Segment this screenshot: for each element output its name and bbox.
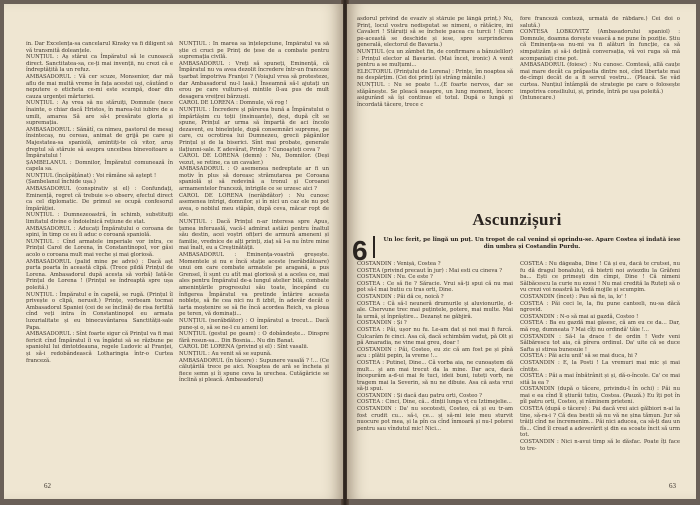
page-number-left: 62 xyxy=(44,482,51,490)
text-paragraph: NUNȚIUL : Împăratul e în capelă, se rugă. (Prințul îl privește o clipă, nerusit.) Prințe, vorbeam tocmai Ambasadorul Spaniei (cei de se înclină) de risa fertiltă cînd veți intra în Constantinopol eu armata luxurialitate și eu binecuvântarea Sanctității-sale Papa. xyxy=(26,291,173,331)
text-paragraph: COSTANDIN (încet) : Pau să fie, ia, lo' ! xyxy=(520,293,627,300)
text-paragraph: NUNȚIUL (cu un zâmbet fin, de confirmare a bănuielilor) : Prințul elector al Bavariei. (Mai încet, ironic) A venit pentru a se mulțumi... xyxy=(357,48,513,69)
text-paragraph: COSTANDIN : E, la Posti ! La vremuri mai mic și mai cîntițe. xyxy=(520,359,680,373)
text-paragraph: COSTEA : Păi aciu unil' să se mai duca, hi ? xyxy=(520,353,638,360)
text-paragraph: COSTANDIN : N-o să mai ai gazdă, Costeo ! xyxy=(520,313,639,320)
text-paragraph: NUNȚIUL (nerăbdător) : O împăratul a trecut... Dacă pune-și o, să se ne-l cu ameni lor. xyxy=(179,317,329,331)
text-paragraph: NUNȚIUL (încăpățânat) : Voi rămâne să aștept ! xyxy=(26,172,157,179)
right-top-column-1 xyxy=(357,16,513,176)
text-paragraph: AMBASADORUL : Eminența-voastră greșește. Momentele și nu e încă stație aceste (nerăbdătoare) unui om care combate armatele pe aragană, a pus Grensel, îi sunt cu atît mai gloriosă și a acelea ce, mai ales pentru Împăratul de-a lungul atelier bilă, combate amenințările progresului său toate, începând cu înfigerea Împăratul va pretinde întărire aceasta noblețe, să fie cea nici nu fi izbit, în adevăr decât o iarta moștenire se să fie încă acordea Reich, va ploua pe teren, vă dominați... xyxy=(179,252,329,318)
text-paragraph: NUNȚIUL : Încredere și părerea bună a Împăratului o împărtășim cu toții (insinuante), deși, după cît se spune, Prințul ar urma să împartă de aci încolo dezavent, eu bineînțele, după consemnări supreme, pe care, cu ocrotirea lui Dumnezeu, grecii păgânilor Prințul și de la biserici. Sînt mai probate, generale ilațiunni-sale. E adevărat, Prințe ? Cunoașteți ceva ? xyxy=(179,106,329,153)
text-paragraph: COSTEA : Păi ceci le, la, fiu pune canteeli, nu-sa dăcă ngrovid. xyxy=(520,300,680,314)
text-paragraph: AMBASADORUL (în tăcere) : Supunere vasală ? !... (Ce căluțărilă trece pe aici. Noaptea de ară se încheia și fiece semn și îi spune ceva la urechea. Cutăgăricie se înclină și pleacă. Ambasadorul) xyxy=(179,357,329,384)
right-page xyxy=(347,4,696,499)
text-paragraph: AMBASADORUL : O asemenea nedreptate ar fi un motiv în plus să doreasc strămutarea pe Coroana spaniolă și să redevină a tronul și Coroanei armamentelor franceză, intrigile ce se urzesc aici ? xyxy=(179,166,329,193)
text-paragraph: NUNȚIUL (gestul pe geam) : O dobândește... Dinspre fără rosun-sa... Din Bosnia... Nu din Banat. xyxy=(179,331,329,344)
scene-description: Un loc ferit, pe lîngă un puț. Un tropot de cal venind și oprindu-se. Apare Costea și îndată iese din umbra și Costandin Purdu. xyxy=(383,237,681,250)
text-paragraph: COSTEA (după o tăcere) : Pai dacă vrei aici gălbiori n-ai la tine, să-ra-i ? Că dea bestii să nu vă ne șina tămun. Jur să trăiți cînd ne încremenim... Păi nici aducea, ca să-ți dau un fîs... Cînd îl cread a adeverărit și din ea scoate încit să urm tot. xyxy=(520,406,680,439)
text-paragraph: NUNȚIUL : Dumnezeoastră, în schimb, substituiți limitatul divine o îndoielnică rețiune de stat. xyxy=(26,212,173,226)
text-paragraph: fore franceză conteză, urmată de răbdare.) Cei doi o salută.) xyxy=(520,16,680,29)
text-paragraph: COSTEA : Păi, ușor nu fu. Le-am dat și noi mai fi furcă. Culcarăm fe cinci. Asa că, dacă schimbăm vaduț, pă Olt și pă Amaradia, ne vine mai greu, doar ! xyxy=(357,326,513,347)
left-page xyxy=(4,4,343,499)
text-paragraph: NUNȚIUL : În marea sa înțelepciune, Împăratul va să știe ci cruci pe Prinț de țese de a combate pentru supremația civilă. xyxy=(179,41,329,61)
text-paragraph: COSTEA : Putinel, Dine... Că vorba aia, ne cunoaștem dă mult... și am mai trecut da la mine. Dar acu, dacă începurăm a-d-ui mai fe tuci, ideii buni, iuteți vorb, ne tragem mai la Severin, să nu ne dibuie. Asa că asta vrui să-ți spui. xyxy=(357,359,513,393)
text-paragraph: AMBASADORUL (conspirativ și el) : Confundați, Eminență, regret că trebuie s-o observ, efectul direct ca cel diplomatic. De primul se ocupă confesorul împărăției. xyxy=(26,186,173,212)
text-paragraph: NUNȚIUL : Aș vrea să nu stăruiți, Domnule (nece înainte, o chiar dacă Hristos, în marea-lui iubire de a umili, amarea Să are să-i presărate gloria și supremația. xyxy=(26,100,173,127)
text-paragraph: COSTANDIN : Și ? xyxy=(357,320,407,327)
text-paragraph: CONTESA LOBKOVITZ (Ambasadorului spaniol) : Domnule, doamna dorește vească a ne pune în poziție. Știu că Eminența-sa nu-mi va fi alături în funcție, ca să simpatizăm și să-i dețină conversația, vă voi ruga să mă acompaniați cine pot. xyxy=(520,29,680,62)
text-paragraph: COSTANDIN : Păi dă ce, noică ? xyxy=(357,293,444,300)
right-bottom-column-2 xyxy=(520,261,680,486)
text-paragraph: AMBASADORUL : Vă cer scuze, Monsenior, dar mă aflu de mai multă vreme în fața acestei uși, căutând o neputere o eticheta ce-mi este scumpă, doar din cauza urgenței mărturiei. xyxy=(26,73,173,100)
text-paragraph: COSTEA (privind precaut în jur) : Mai esti cu cineva ? xyxy=(357,267,503,274)
text-paragraph: COSTANDIN : Păi, Costeo, eu zic că am fost pe și pînă acu : plătii pepin, la vreme !... xyxy=(357,346,513,360)
text-paragraph: COSTANDIN (după o tăcere, privindu-l în ochi) : Păi nu mai e ea cînd îl știurăi tutiu, Costea. (Pauză.) Eu îți pot în pîl patru orti, Costeo, și răminem prieteni. xyxy=(520,386,680,406)
text-paragraph: COSTEA : Ce să fie ? Săracie. Vrui să-ți spui că nu mai pot să-l mai butiu cu tras orti, Dine. xyxy=(357,280,513,294)
text-paragraph: asdorul privind de evaziv și stăruie pe lângă prinț.) Nu, Prinț, locul vostru nedisputat se nimeni, o rătăcire, ini Cavaleri ! Stăruiți să se încheie pacea cu turcii ! (Cum pe-această se deschide și iese, spre surprinderea generală, electorul de Bavaria.) xyxy=(357,16,513,49)
text-paragraph: NUNȚIUL : Dacă Prințul n-ar interesa spre Apus, țamea inferuaslă, vacă-l admirat astăzi pentru înaltul său destin, acei voștri ofițeri de armură ameneni și familie, vrednice de alți prinți, ziaț să l-a nu între mine mai înalt, eu a Creștinătății. xyxy=(179,219,329,252)
text-paragraph: AMBASADORUL : Vreți să spuneți, Eminență, că Împăratul nu va avea dezolit încredere într-un franceze tșarbat împotriva Franței ? (Voiajul vrea să protesteze, dar Ambasadorul nu-l lasă.) Înseamnă să-l ajutați un erou pe care vulturu-și mintile îl-au pus de mult desagera vreițrei bărzușii. xyxy=(179,60,329,100)
text-paragraph: COSTEA : Nu dăgeaba, Dine ! Că și eu, dacă te crutsei, nu fu dă dragul bonalului, că bietrii noi aviezdiu la Grăfeni ba... Ești ce primești din cîmpi, Dine ! Că nimeni Sălbăcescu la curie nu ezesi ! Nu mai credită la Ruteți să o vu crezi voi noastră la Vedă mojile și scumpim. xyxy=(520,261,680,294)
text-paragraph: CAROL DE LORENA (demn) : Nu, Domnilor. (Deși vezut, se retine, ca un cavaler.) xyxy=(179,153,329,166)
text-paragraph: AMBASADORUL : Sănătî, ca nimeu, pastorul de mesaj însintecaș, nu cereau, animat de grijă pe care și Majestatea-sa spaniolă, amintiți-te că vitor, aruș dreptul să stăruie să asupra unceibea binevoitoare a Împăratului ! xyxy=(26,126,173,160)
text-paragraph: COSTANDIN : Să-l la drace ! de ordin ! Vedv veni Sălbărescu tot aia, că pîrera ordinul. Da' uite că se duce Safta și stirea bunesuie ! xyxy=(520,333,680,353)
chapter-title: Ascunzișuri xyxy=(472,210,562,229)
text-paragraph: CAROL DE LORENA : Domnule, vă rog ! xyxy=(179,100,288,107)
text-paragraph: COSTANDIN : Venișă, Costea ? xyxy=(357,261,441,267)
text-paragraph: COSTANDIN : Da' nu socotesti, Costeo, că și eu tr-am fost crudit cu... să-i, ce... și să-mi ieie meu sturvit nuocure pot mea, și la pîn ca cînd înmoară și nu-l potersi pentru sau vîndutul mic! Nici... xyxy=(357,406,513,432)
chapter-divider xyxy=(373,236,375,258)
right-top-column-2 xyxy=(520,16,680,176)
right-bottom-column-1 xyxy=(357,261,513,486)
text-paragraph: AMBASADORUL : Sînt foarte sigur că Prințul va fi mai fericit cînd Împăratul îi va îngădui să se răzbune pe spaniolul lui dintotdeauna, regele Ludovic al Franței, și să-i redobândească Lotharingia într-o Curtea franceză. xyxy=(26,331,173,364)
text-paragraph: NUNȚIUL : Cînd armatele imperiale vor intra, ce Prințul Carol de Lorena, în Constantinopol, vor găsi acolo o coroana mult mai veche și mai gloriosă. xyxy=(26,238,173,258)
text-paragraph: COSTEA : Cinci, Dine, că... dinții lunga vț cu Iztimejelie... xyxy=(357,399,512,406)
text-paragraph: COSTANDIN : Nu. Ce este ? xyxy=(357,274,433,281)
left-column-2 xyxy=(179,41,329,486)
text-paragraph: AMBASADORUL (foiesc) : Nu cunosc. Comtesă, allă cauțe mai mare decât ca prăpastia dintre noi, cînd libertate mai de-cîmpi decât de a fi servul vostru... (Pleacă. Se văd curtea. Nunțiul întâmplă de strategie pe care o folosește impotriva consiliului, și, prinde, întră pe ușa poleită.) xyxy=(520,62,680,95)
text-paragraph: NUNȚIUL : Au venit să se supună. xyxy=(179,350,272,357)
text-paragraph: CAROL DE LORENA (nerăbdător) : Nu cunosc asemenea intrigi, domnilor, și în nici un caz ele nu pot avea, o nobilul meu stăpân, după ceva, măcar ropt de ele. xyxy=(179,192,329,219)
text-paragraph: (Intunecare.) xyxy=(520,95,556,102)
text-paragraph: (Șambelanul închide ușa.) xyxy=(26,179,96,186)
text-paragraph: ELECTORUL (Prințului de Lorena) : Prințe, îm noaptea să ne despărțim. (Cei doi prinți își strâng mâinile.) xyxy=(357,68,513,82)
chapter-number: 6 xyxy=(352,235,368,266)
text-paragraph: CAROL DE LORENA (privind și el) : Sînt vasalii. xyxy=(179,344,309,351)
text-paragraph: COSTANDIN : Și dacă dau patru orti, Costeo ? xyxy=(357,392,483,399)
page-number-right: 63 xyxy=(669,482,676,490)
text-paragraph: COSTEA : Păi a mai înbătrânit și și, dă-o-încole. Ca' ce mai sită la ea ? xyxy=(520,373,680,386)
text-paragraph: COSTEA : Ba eu gazdă mai găsesc, că am eu ce da... Dar, mă rog, dumneata ? Mai cîți nu ordindă' tăie !... xyxy=(520,320,680,333)
text-paragraph: COSTEA : Că să-l neuneră drumurile și aluvionurile, d-ale. Chervune trec mai puțintele, potere, mai multe. Mai la urmă, și înprăștire... Dezanșt ne găbjiră. xyxy=(357,300,513,320)
text-paragraph: AMBASADORUL : Aducați Împăratului o coroana de spini, în timp ce eu îi aduc o coroană spaniolă. xyxy=(26,225,173,239)
text-paragraph: în. Dar Excelența-sa cancelarul Kinsky va fi diligent să vă transmită doleanțele. xyxy=(26,41,173,54)
text-paragraph: NUNȚIUL : Nu se poate !...(E foarte nervos, dar se stăpânește. Se pleacă neaspre, un lung moment, încerc asigurând să își continue el totul. După o lungă și încordată tăcere, trece c xyxy=(357,81,513,108)
text-paragraph: ȘAMBELANUL : Domnilor, Împăratul comunează în capela sa. xyxy=(26,159,173,173)
text-paragraph: NUNȚIUL : Aș stărui ca Împăratul să le cunoască direct. Sanctitatea-sa, ce-ți mai invenții, nu crezi că e îndreptățită la un refuz. xyxy=(26,54,173,74)
left-column-1 xyxy=(26,41,173,486)
text-paragraph: COSTANDIN : Nici n-avui timp să le dăsfac. Poate îți face to tre- xyxy=(520,439,680,452)
text-paragraph: AMBASADORUL (palid mine pe advis) : Dacă așt purta poarta în această clipă. (Trece pildă Prințul de Lorena. Ambasadorul după acesta să vorbă) Iată-le Prințul de Lorena ! (Prințul se îndreaptă spre ușa poleită.) xyxy=(26,258,173,291)
